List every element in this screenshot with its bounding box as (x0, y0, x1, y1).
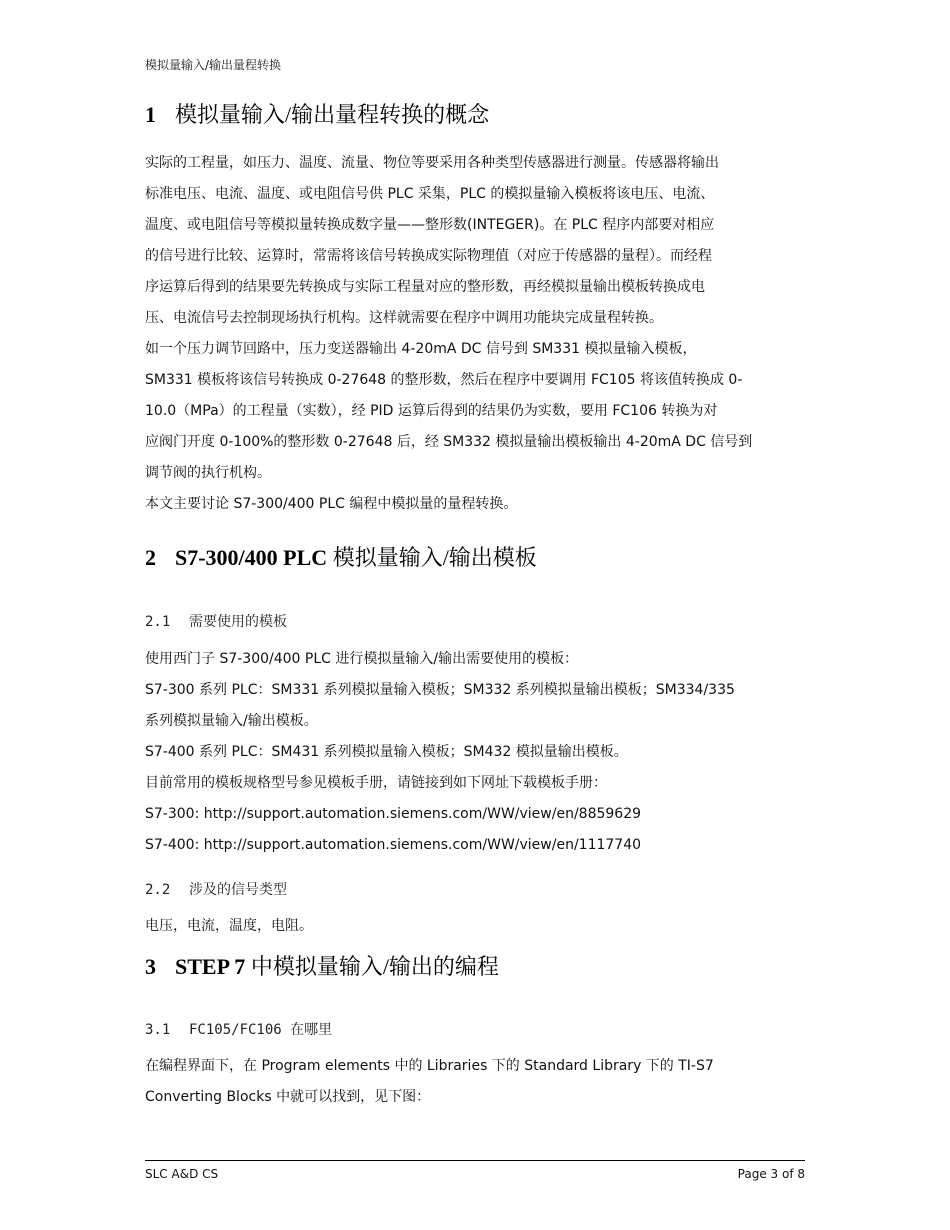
subsection-title: FC105/FC106 在哪里 (189, 1022, 333, 1038)
text-line: 标准电压、电流、温度、或电阻信号供 PLC 采集，PLC 的模拟量输入模板将该电压、电流、 (145, 186, 715, 202)
page-number: Page 3 of 8 (737, 1167, 805, 1181)
subsection-title: 需要使用的模板 (189, 614, 287, 630)
text-line: 温度、或电阻信号等模拟量转换成数字量——整形数(INTEGER)。在 PLC 程序内部要对相应 (145, 217, 715, 233)
subsection-number: 3.1 (145, 1022, 171, 1038)
text-line: 实际的工程量，如压力、温度、流量、物位等要采用各种类型传感器进行测量。传感器将输出 (145, 155, 719, 171)
section-title: 模拟量输入/输出模板 (327, 545, 537, 570)
text-line: 本文主要讨论 S7-300/400 PLC 编程中模拟量的量程转换。 (145, 496, 518, 512)
section-number: 2 (145, 545, 156, 570)
section-3-heading (145, 950, 499, 981)
text-line: S7-300 系列 PLC：SM331 系列模拟量输入模板；SM332 系列模拟量输出模板；SM334/335 (145, 682, 735, 698)
text-line: 系列模拟量输入/输出模板。 (145, 713, 318, 729)
text-line: 10.0（MPa）的工程量（实数），经 PID 运算后得到的结果仍为实数，要用 FC106 转换为对 (145, 403, 718, 419)
subsection-2-1-body (145, 644, 810, 861)
text-line: 电压，电流，温度，电阻。 (145, 918, 313, 934)
section-title: 中模拟量输入/输出的编程 (245, 954, 499, 979)
text-line: S7-400 系列 PLC：SM431 系列模拟量输入模板；SM432 模拟量输出模板。 (145, 744, 628, 760)
text-line: 目前常用的模板规格型号参见模板手册，请链接到如下网址下载模板手册： (145, 775, 607, 791)
link-s7-400-manual[interactable]: S7-400: http://support.automation.siemens.com/WW/view/en/1117740 (145, 837, 642, 853)
text-line: 序运算后得到的结果要先转换成与实际工程量对应的整形数，再经模拟量输出模板转换成电 (145, 279, 705, 295)
section-title-latin: STEP 7 (175, 954, 246, 979)
text-line: 应阀门开度 0-100%的整形数 0-27648 后，经 SM332 模拟量输出模板输出 4-20mA DC 信号到 (145, 434, 753, 450)
section-1-heading (145, 98, 489, 129)
running-header: 模拟量输入/输出量程转换 (145, 58, 282, 72)
text-line: 调节阀的执行机构。 (145, 465, 271, 481)
section-number: 1 (145, 102, 156, 127)
footer-divider (145, 1160, 805, 1161)
subsection-number: 2.1 (145, 614, 171, 630)
subsection-3-1-heading (145, 1019, 332, 1039)
section-title-latin: S7-300/400 PLC (175, 545, 328, 570)
subsection-title: 涉及的信号类型 (189, 882, 287, 898)
text-line: 使用西门子 S7-300/400 PLC 进行模拟量输入/输出需要使用的模板： (145, 651, 579, 667)
text-line: SM331 模板将该信号转换成 0-27648 的整形数，然后在程序中要调用 FC105 将该值转换成 0- (145, 372, 743, 388)
subsection-number: 2.2 (145, 882, 171, 898)
footer-organization: SLC A&D CS (145, 1167, 219, 1181)
section-1-paragraph-2 (145, 334, 810, 489)
section-number: 3 (145, 954, 156, 979)
subsection-2-1-heading (145, 611, 287, 631)
text-line: 的信号进行比较、运算时，常需将该信号转换成实际物理值（对应于传感器的量程）。而经程 (145, 248, 712, 264)
text-line: 在编程界面下，在 Program elements 中的 Libraries 下的 Standard Library 下的 TI-S7 (145, 1058, 714, 1074)
text-line: Converting Blocks 中就可以找到，见下图： (145, 1089, 431, 1105)
subsection-3-1-body (145, 1051, 810, 1113)
link-s7-300-manual[interactable]: S7-300: http://support.automation.siemens.com/WW/view/en/8859629 (145, 806, 642, 822)
section-1-paragraph-1 (145, 148, 810, 334)
text-line: 如一个压力调节回路中，压力变送器输出 4-20mA DC 信号到 SM331 模拟量输入模板， (145, 341, 697, 357)
section-title: 模拟量输入/输出量程转换的概念 (175, 102, 490, 127)
text-line: 压、电流信号去控制现场执行机构。这样就需要在程序中调用功能块完成量程转换。 (145, 310, 663, 326)
section-2-heading (145, 541, 537, 572)
subsection-2-2-heading (145, 879, 287, 899)
subsection-2-2-body (145, 911, 810, 942)
section-1-paragraph-3 (145, 489, 810, 520)
